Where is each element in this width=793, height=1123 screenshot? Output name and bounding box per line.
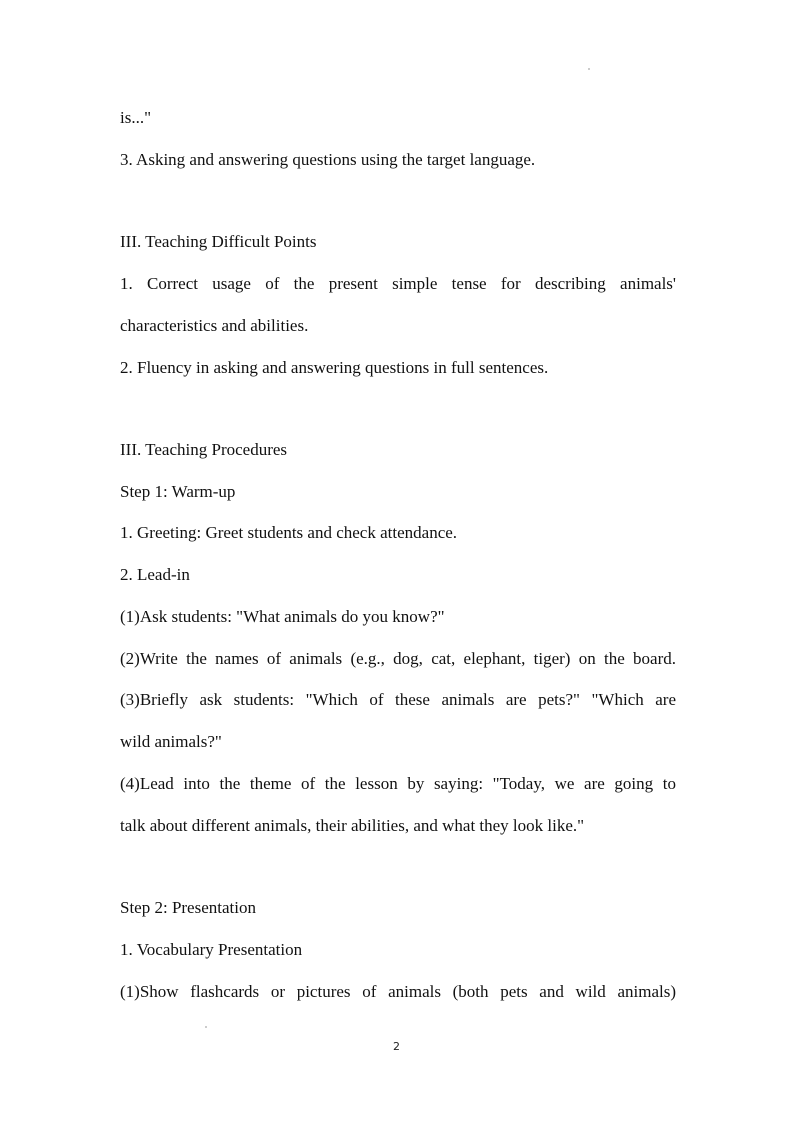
text-line: is..." xyxy=(120,108,152,127)
step-heading: Step 1: Warm-up xyxy=(120,482,236,501)
step-heading: Step 2: Presentation xyxy=(120,898,256,917)
text-line: 1. Vocabulary Presentation xyxy=(120,940,303,959)
text-line: (1)Ask students: "What animals do you know?" xyxy=(120,607,445,626)
text-line: 3. Asking and answering questions using the target language. xyxy=(120,150,536,169)
scan-mark xyxy=(205,1026,207,1028)
text-line: talk about different animals, their abilities, and what they look like." xyxy=(120,816,585,835)
text-line: 1. Greeting: Greet students and check attendance. xyxy=(120,523,458,542)
text-line: (4)Lead into the theme of the lesson by saying: "Today, we are going to xyxy=(120,774,676,793)
text-line: 2. Lead-in xyxy=(120,565,190,584)
text-line: 1. Correct usage of the present simple tense for describing animals' xyxy=(120,274,676,293)
text-line: 2. Fluency in asking and answering questions in full sentences. xyxy=(120,358,549,377)
page-number: 2 xyxy=(393,1040,400,1053)
text-line: (3)Briefly ask students: "Which of these animals are pets?" "Which are xyxy=(120,690,676,709)
section-heading: III. Teaching Difficult Points xyxy=(120,232,317,251)
text-line: wild animals?" xyxy=(120,732,222,751)
text-line: (1)Show flashcards or pictures of animals (both pets and wild animals) xyxy=(120,982,676,1001)
text-line: characteristics and abilities. xyxy=(120,316,309,335)
scan-mark xyxy=(588,68,590,70)
section-heading: III. Teaching Procedures xyxy=(120,440,288,459)
text-line: (2)Write the names of animals (e.g., dog, cat, elephant, tiger) on the board. xyxy=(120,649,676,668)
